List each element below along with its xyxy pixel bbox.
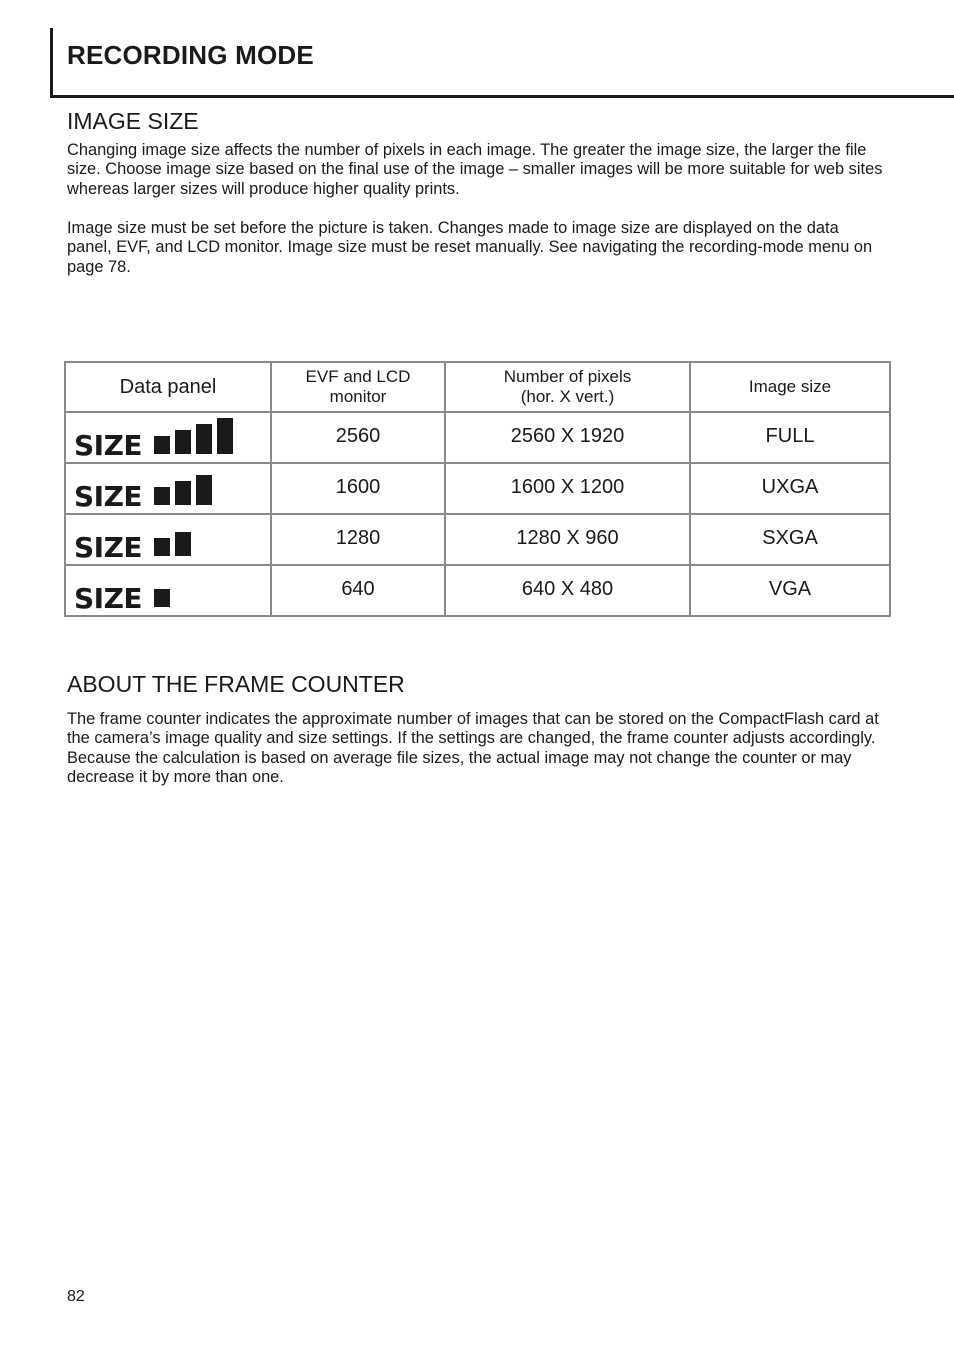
header-rule-vertical xyxy=(50,28,53,98)
header-data-panel: Data panel xyxy=(65,362,271,412)
frame-counter-paragraph: The frame counter indicates the approximate number of images that can be stored on the CompactFlash card at the camera’s image quality and size settings. If the settings are changed, the frame counter adjusts accordingly. Because the calculation is based on average file sizes, the actual image may not change the counter or may decrease it by more than one. xyxy=(67,710,879,787)
header-evf-line2: monitor xyxy=(329,387,387,406)
size-indicator-icon xyxy=(74,520,270,564)
image-size-value: VGA xyxy=(690,565,890,616)
size-bar-icon xyxy=(196,424,212,454)
size-indicator-label: SIZE xyxy=(74,581,143,615)
header-evf-lcd xyxy=(271,362,445,412)
size-bar-icon xyxy=(154,589,170,607)
size-bar-icon xyxy=(154,538,170,556)
size-bar-icon xyxy=(175,430,191,454)
size-indicator-label: SIZE xyxy=(74,428,143,462)
table-row xyxy=(65,514,890,565)
size-bar-icon xyxy=(196,475,212,505)
table-header-row xyxy=(65,362,890,412)
pixels-value: 1280 X 960 xyxy=(445,514,690,565)
size-bars-icon xyxy=(154,418,233,454)
frame-counter-heading: ABOUT THE FRAME COUNTER xyxy=(67,671,405,697)
image-size-paragraph-2: Image size must be set before the picture is taken. Changes made to image size are displayed on the data panel, EVF, and LCD monitor. Image size must be reset manually. See navigating the recording-mode menu on page 78. xyxy=(67,219,873,276)
size-bar-icon xyxy=(175,532,191,556)
image-size-heading: IMAGE SIZE xyxy=(67,108,199,134)
size-indicator-icon xyxy=(74,418,270,462)
evf-value: 2560 xyxy=(271,412,445,463)
pixels-value: 1600 X 1200 xyxy=(445,463,690,514)
table-row xyxy=(65,463,890,514)
image-size-value: FULL xyxy=(690,412,890,463)
size-bar-icon xyxy=(154,487,170,505)
header-pixels-line1: Number of pixels xyxy=(503,367,632,386)
size-bars-icon xyxy=(154,589,170,607)
size-indicator-icon xyxy=(74,571,270,615)
header-pixels-line2: (hor. X vert.) xyxy=(520,387,615,406)
size-bar-icon xyxy=(175,481,191,505)
image-size-value: SXGA xyxy=(690,514,890,565)
size-indicator-label: SIZE xyxy=(74,530,143,564)
pixels-value: 2560 X 1920 xyxy=(445,412,690,463)
size-indicator-icon xyxy=(74,469,270,513)
page-title: RECORDING MODE xyxy=(67,40,314,70)
data-panel-cell xyxy=(65,463,271,514)
header-evf-line1: EVF and LCD xyxy=(305,367,411,386)
data-panel-cell xyxy=(65,412,271,463)
size-bars-icon xyxy=(154,475,212,505)
size-bar-icon xyxy=(154,436,170,454)
image-size-paragraph-1: Changing image size affects the number of pixels in each image. The greater the image size, the larger the file size. Choose image size based on the final use of the image – smaller images will be more suitable for web sites whereas larger sizes will produce higher quality prints. xyxy=(67,141,883,198)
image-size-value: UXGA xyxy=(690,463,890,514)
evf-value: 1600 xyxy=(271,463,445,514)
table-row xyxy=(65,565,890,616)
size-bars-icon xyxy=(154,532,191,556)
header-image-size: Image size xyxy=(690,362,890,412)
evf-value: 1280 xyxy=(271,514,445,565)
image-size-table xyxy=(64,361,891,617)
pixels-value: 640 X 480 xyxy=(445,565,690,616)
header-pixels xyxy=(445,362,690,412)
table-row xyxy=(65,412,890,463)
size-indicator-label: SIZE xyxy=(74,479,143,513)
page-number: 82 xyxy=(67,1288,85,1305)
header-rule-horizontal xyxy=(50,95,954,98)
data-panel-cell xyxy=(65,565,271,616)
data-panel-cell xyxy=(65,514,271,565)
evf-value: 640 xyxy=(271,565,445,616)
size-bar-icon xyxy=(217,418,233,454)
